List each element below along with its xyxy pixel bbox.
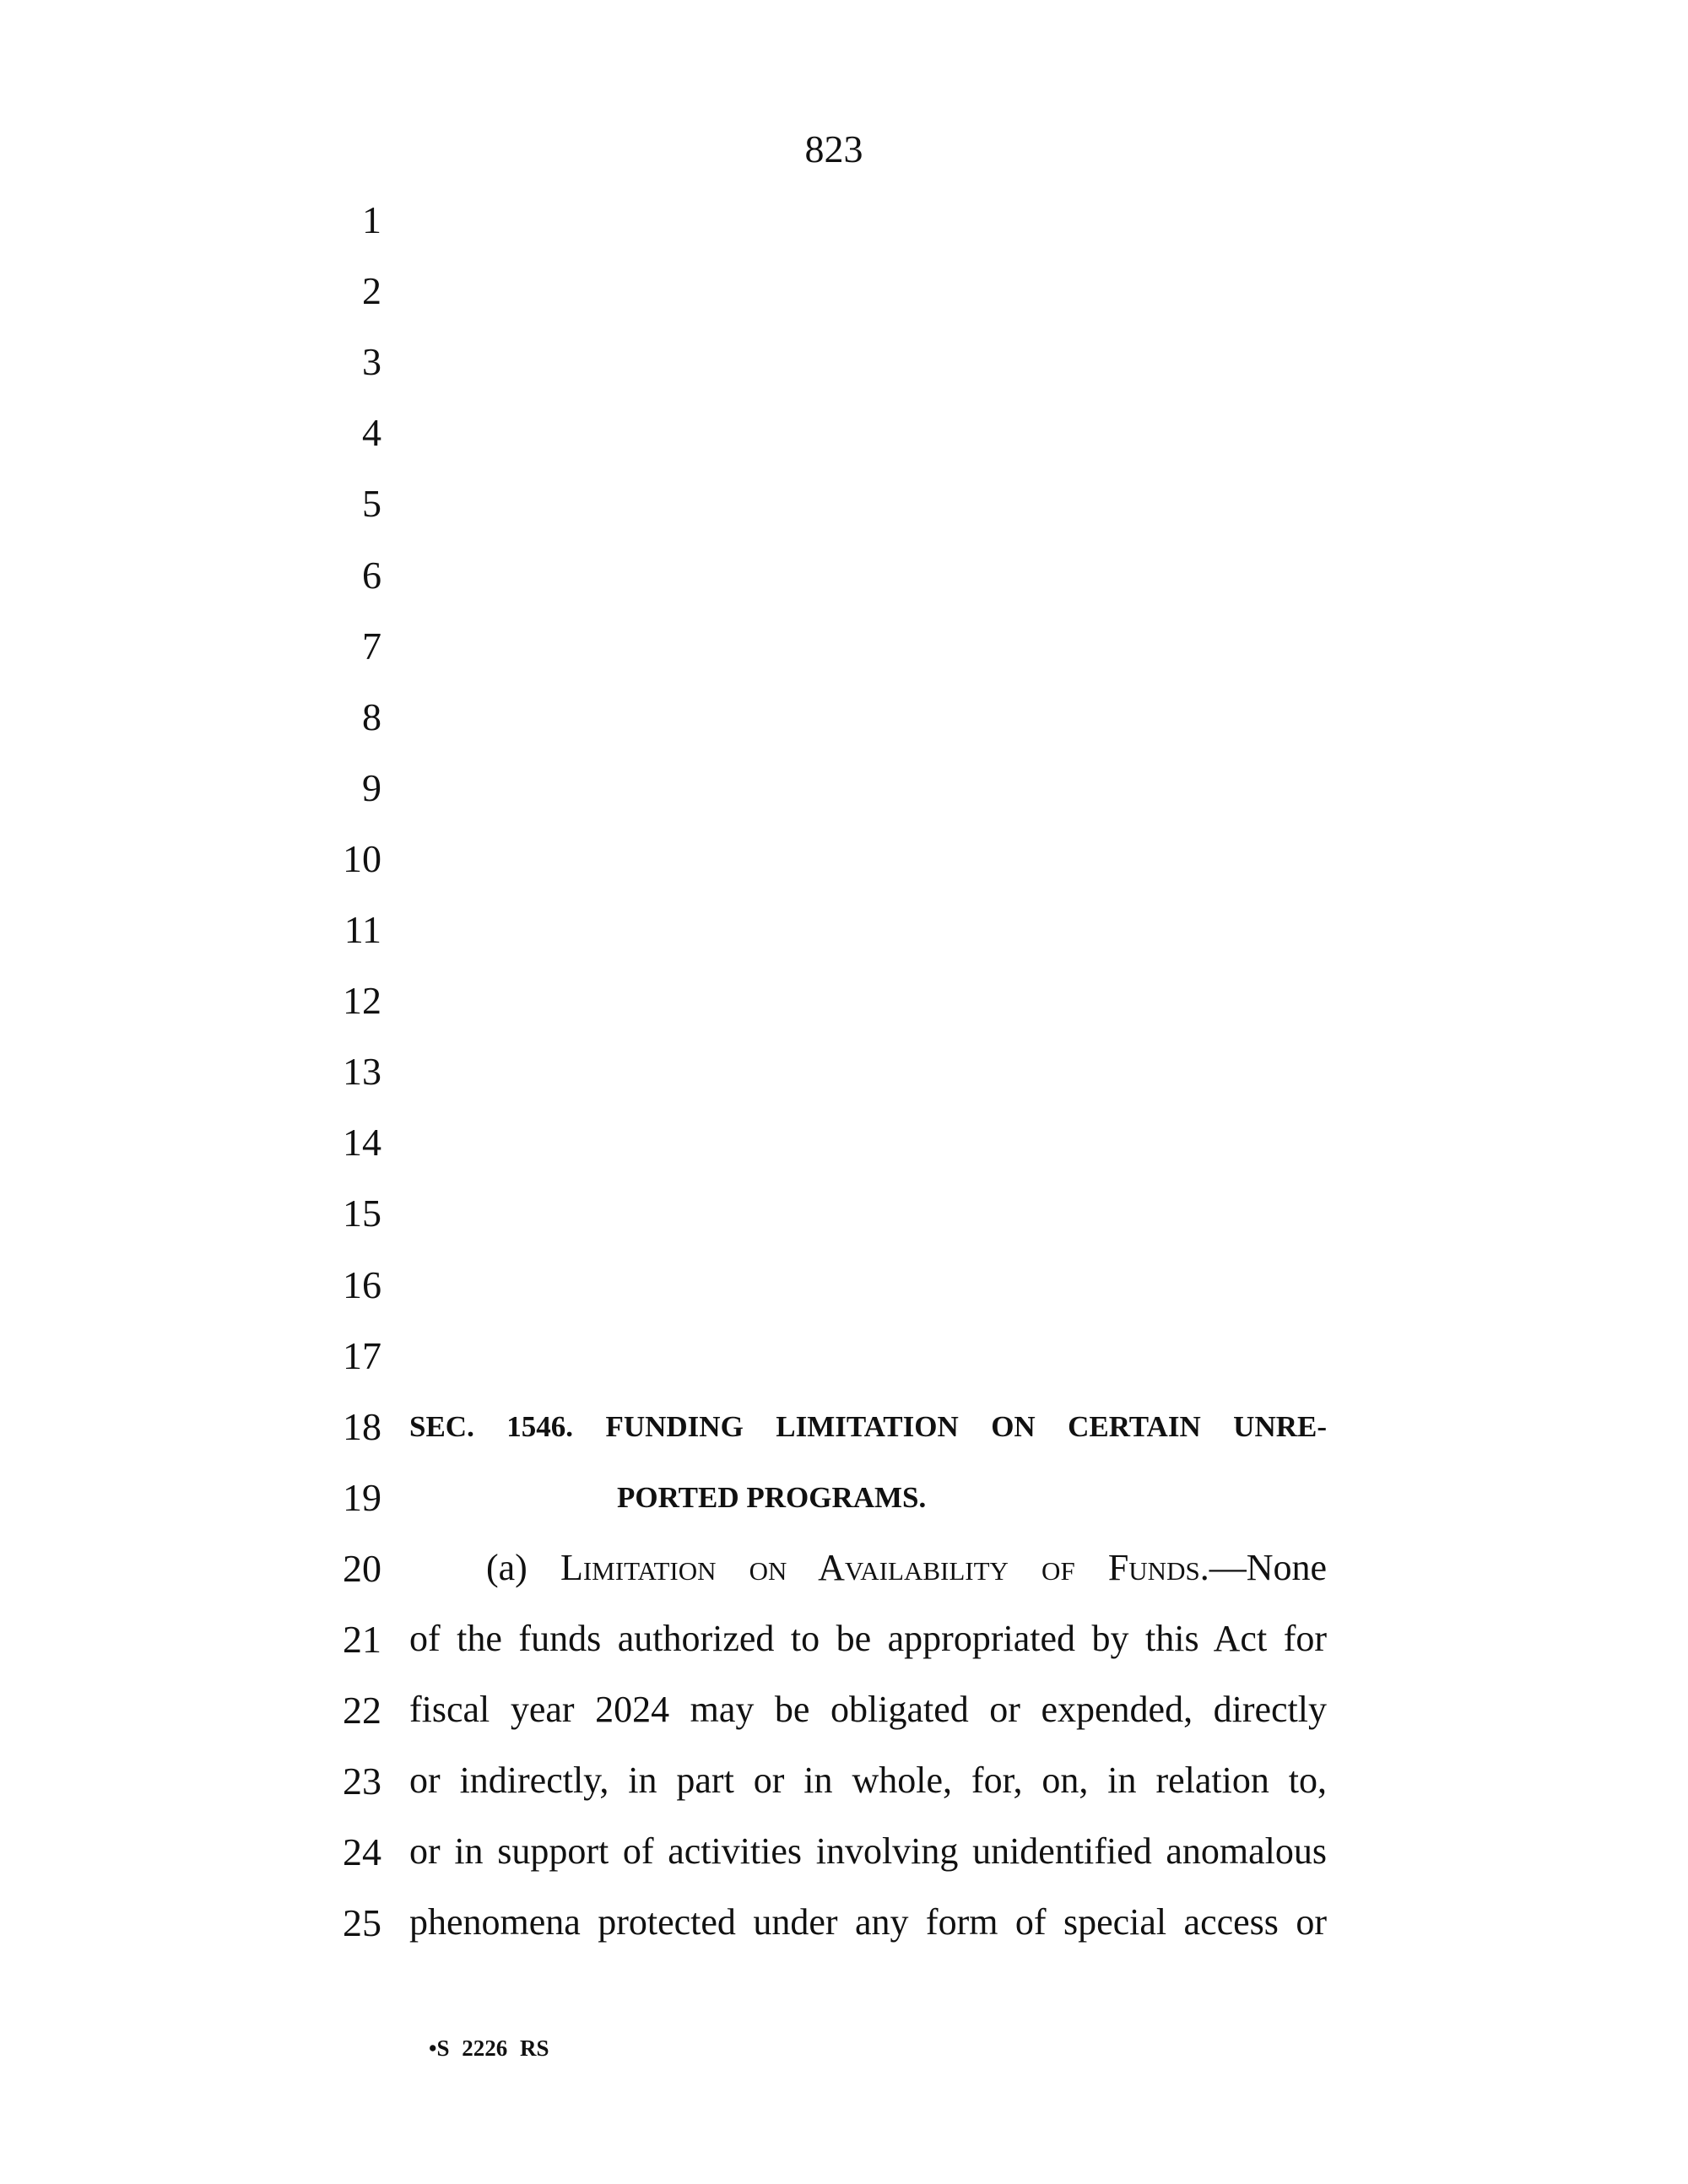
line-number: 2 — [362, 269, 381, 313]
subsection-text-start: —None — [1209, 1547, 1328, 1588]
body-line: fiscal year 2024 may be obligated or expended, directly — [409, 1689, 1327, 1730]
line-number: 14 — [343, 1121, 381, 1165]
line-number: 8 — [362, 695, 381, 738]
subsection-title: Limitation on Availability of Funds. — [560, 1547, 1209, 1588]
line-number: 7 — [362, 624, 381, 668]
line-number: 11 — [344, 908, 381, 951]
line-number: 15 — [343, 1192, 381, 1235]
line-number: 25 — [343, 1901, 381, 1945]
line-number: 20 — [343, 1546, 381, 1590]
body-line: phenomena protected under any form of special access or — [409, 1901, 1327, 1943]
line-number: 3 — [362, 340, 381, 384]
line-number: 9 — [362, 765, 381, 809]
line-number: 22 — [343, 1689, 381, 1733]
subsection-label: (a) — [486, 1547, 528, 1588]
line-number: 6 — [362, 553, 381, 597]
line-number: 1 — [362, 198, 381, 241]
line-number: 19 — [343, 1475, 381, 1519]
line-number: 17 — [343, 1333, 381, 1377]
line-number: 12 — [343, 979, 381, 1023]
line-number: 18 — [343, 1404, 381, 1448]
line-number: 10 — [343, 836, 381, 880]
page-number: 823 — [804, 127, 863, 170]
bill-identifier-footer: •S 2226 RS — [429, 2035, 549, 2061]
line-number: 4 — [362, 411, 381, 455]
line-number: 24 — [343, 1830, 381, 1874]
line-number: 13 — [343, 1050, 381, 1094]
body-line: or indirectly, in part or in whole, for, on, in relation to, — [409, 1760, 1327, 1801]
section-heading-line-1: SEC. 1546. FUNDING LIMITATION ON CERTAIN UNRE- — [409, 1410, 1327, 1443]
line-number: 23 — [343, 1760, 381, 1803]
body-line: of the funds authorized to be appropriated by this Act for — [409, 1618, 1327, 1659]
subsection-a-first-line — [486, 1543, 1327, 1593]
line-number: 5 — [362, 482, 381, 526]
section-heading-line-2: PORTED PROGRAMS. — [617, 1481, 927, 1514]
line-number: 16 — [343, 1262, 381, 1306]
body-line: or in support of activities involving unidentified anomalous — [409, 1830, 1327, 1872]
line-number: 21 — [343, 1618, 381, 1661]
